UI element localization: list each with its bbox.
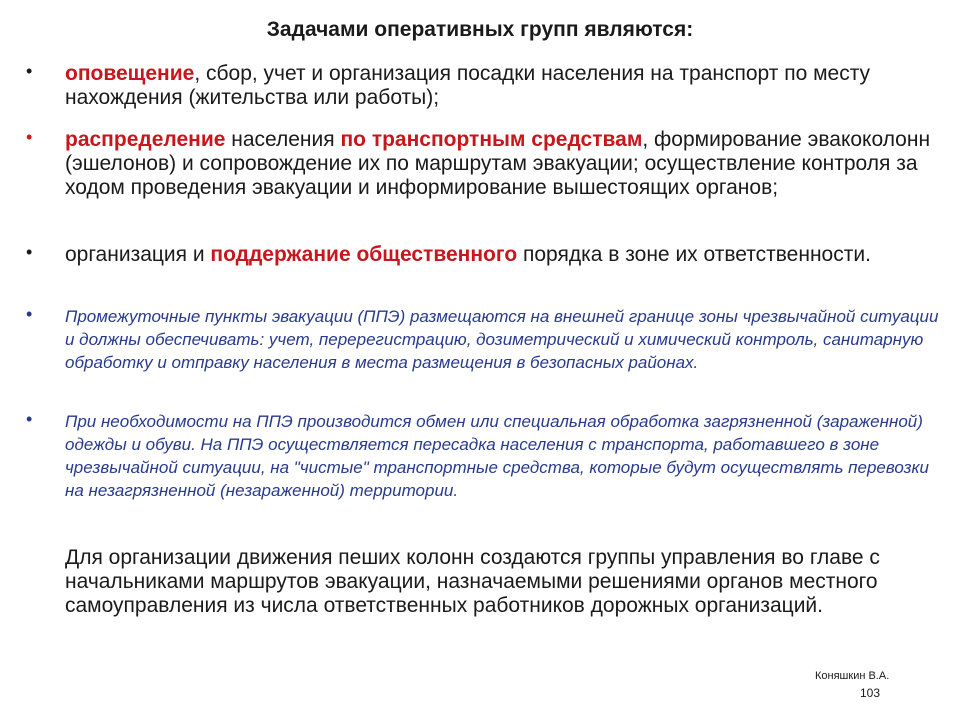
highlight-text: оповещение [65,62,195,85]
note-text: Промежуточные пункты эвакуации (ППЭ) размещаются на внешней границе зоны чрезвычайной ситуации и должны обеспечивать: учет, перерегистрацию, дозиметрический и химический контроль, санитарную обработку и отправку населения в места размещения в безопасных районах. [65,307,939,372]
bullet-text [65,128,941,200]
slide-title: Задачами оперативных групп являются: [266,18,694,41]
bullet-text-part: организация и [65,243,211,266]
bullet-text-part: , сбор, учет и организация посадки населения на транспорт по месту нахождения (жительства или работы); [65,62,871,109]
note-text: При необходимости на ППЭ производится обмен или специальная обработка загрязненной (зараженной) одежды и обуви. На ППЭ осуществляется пересадка населения с транспорта, работавшего в зоне чрезвычайной ситуации, на "чистые" транспортные средства, которые будут осуществлять перевозки на незагрязненной (незараженной) территории. [65,412,930,500]
bullet-marker: • [26,304,33,324]
note-item-2 [26,410,941,502]
page-number: 103 [860,686,881,700]
bullet-marker: • [26,127,33,147]
body-paragraph: Для организации движения пеших колонн создаются группы управления во главе с начальниками маршрутов эвакуации, назначаемыми решениями органов местного самоуправления из числа ответственных работников дорожных организаций. [65,546,880,617]
bullet-text [65,243,941,267]
bullet-item-1 [26,62,941,110]
highlight-text: по транспортным средствам [340,128,643,151]
note-item-1 [26,305,941,374]
bullet-marker: • [26,61,33,81]
bullet-marker: • [26,409,33,429]
highlight-text: поддержание общественного [210,243,518,266]
bullet-text-part: порядка в зоне их ответственности. [517,243,871,266]
bullet-item-3 [26,243,941,267]
author-name: Коняшкин В.А. [815,670,890,682]
bullet-marker: • [26,242,33,262]
bullet-text [65,62,941,110]
bullet-text-part: населения [225,128,341,151]
bullet-item-2 [26,128,941,200]
bullet-text-part: , формирование эвакоколонн (эшелонов) и сопровождение их по маршрутам эвакуации; осуществление контроля за ходом проведения эвакуации и информирование вышестоящих органов; [65,128,931,199]
highlight-text: распределение [65,128,226,151]
